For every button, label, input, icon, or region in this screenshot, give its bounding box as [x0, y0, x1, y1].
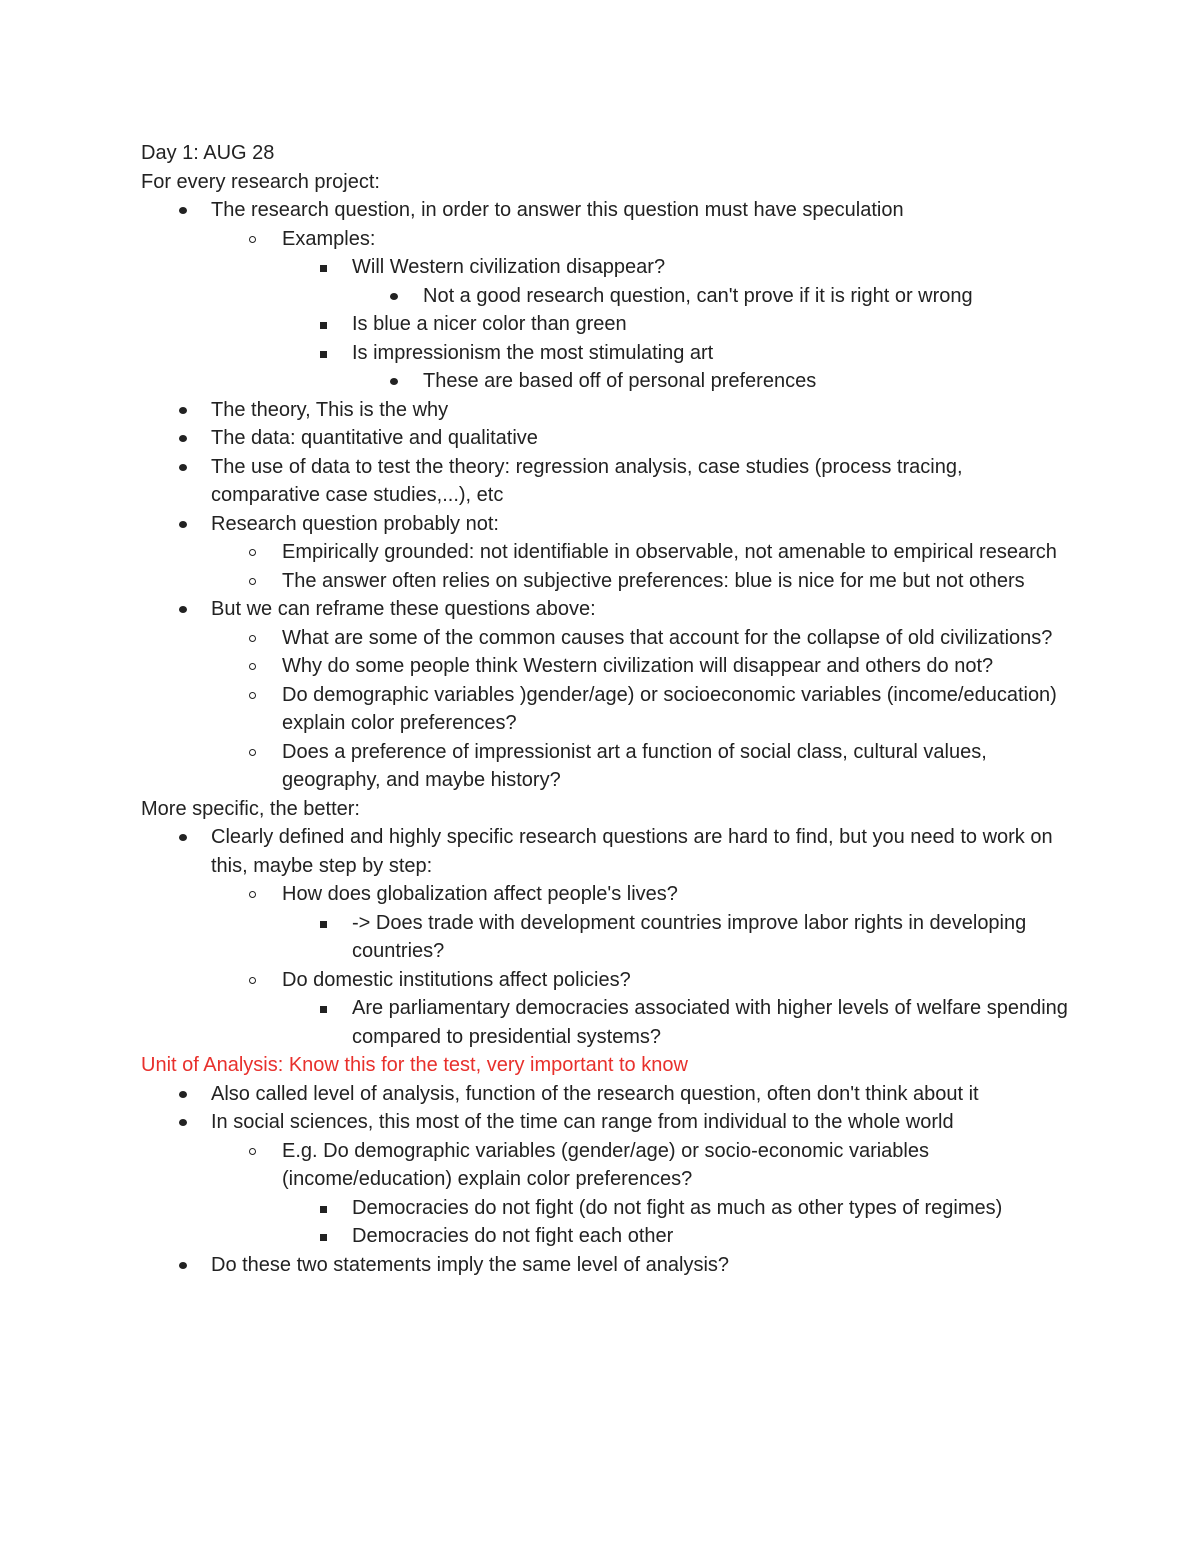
list-item: The theory, This is the why — [141, 396, 1071, 425]
unit-of-analysis-list — [141, 1080, 1071, 1280]
bullet-icon — [246, 652, 260, 681]
bullet-icon — [246, 538, 260, 567]
bullet-icon — [387, 367, 401, 396]
bullet-icon — [246, 624, 260, 653]
bullet-icon — [246, 681, 260, 710]
bullet-icon — [316, 310, 330, 339]
bullet-icon — [176, 1080, 190, 1109]
list-item: The data: quantitative and qualitative — [141, 424, 1071, 453]
bullet-icon — [316, 994, 330, 1023]
bullet-icon — [316, 253, 330, 282]
bullet-icon — [176, 595, 190, 624]
bullet-icon — [176, 424, 190, 453]
bullet-icon — [246, 225, 260, 254]
research-project-list — [141, 196, 1071, 795]
list-item: Are parliamentary democracies associated with higher levels of welfare spending compared to presidential systems? — [141, 994, 1071, 1051]
bullet-icon — [316, 339, 330, 368]
section-heading: For every research project: — [141, 170, 380, 193]
bullet-icon — [246, 966, 260, 995]
highlighted-heading: Unit of Analysis: Know this for the test, very important to know — [141, 1054, 688, 1076]
specificity-list — [141, 823, 1071, 1051]
bullet-icon — [176, 510, 190, 539]
list-item: -> Does trade with development countries improve labor rights in developing countries? — [141, 909, 1071, 966]
list-item: Do domestic institutions affect policies? — [141, 966, 1071, 995]
list-item: The use of data to test the theory: regression analysis, case studies (process tracing, comparative case studies,...), etc — [141, 453, 1071, 510]
bullet-icon — [176, 823, 190, 852]
list-item: Does a preference of impressionist art a function of social class, cultural values, geography, and maybe history? — [141, 738, 1071, 795]
list-item: But we can reframe these questions above: — [141, 595, 1071, 624]
bullet-icon — [387, 282, 401, 311]
list-item: Is blue a nicer color than green — [141, 310, 1071, 339]
bullet-icon — [246, 738, 260, 767]
bullet-icon — [176, 196, 190, 225]
list-item: In social sciences, this most of the time can range from individual to the whole world — [141, 1108, 1071, 1137]
list-item: Also called level of analysis, function of the research question, often don't think about it — [141, 1080, 1071, 1109]
bullet-icon — [176, 453, 190, 482]
list-item: E.g. Do demographic variables (gender/age) or socio-economic variables (income/education) explain color preferences? — [141, 1137, 1071, 1194]
list-item: Will Western civilization disappear? — [141, 253, 1071, 282]
list-item: Do these two statements imply the same level of analysis? — [141, 1251, 1071, 1280]
page-title: Day 1: AUG 28 — [141, 142, 275, 164]
bullet-icon — [316, 1222, 330, 1251]
bullet-icon — [246, 1137, 260, 1166]
list-item: Examples: — [141, 225, 1071, 254]
list-item: The research question, in order to answer this question must have speculation — [141, 196, 1071, 225]
notes-body — [141, 139, 1071, 1279]
list-item: These are based off of personal preferences — [141, 367, 1071, 396]
list-item: Clearly defined and highly specific research questions are hard to find, but you need to work on this, maybe step by step: — [141, 823, 1071, 880]
bullet-icon — [176, 1251, 190, 1280]
bullet-icon — [246, 567, 260, 596]
list-item: What are some of the common causes that account for the collapse of old civilizations? — [141, 624, 1071, 653]
list-item: Not a good research question, can't prove if it is right or wrong — [141, 282, 1071, 311]
list-item: Is impressionism the most stimulating art — [141, 339, 1071, 368]
list-item: Research question probably not: — [141, 510, 1071, 539]
bullet-icon — [246, 880, 260, 909]
bullet-icon — [316, 909, 330, 938]
list-item: Empirically grounded: not identifiable in observable, not amenable to empirical research — [141, 538, 1071, 567]
list-item: Democracies do not fight each other — [141, 1222, 1071, 1251]
list-item: Democracies do not fight (do not fight as much as other types of regimes) — [141, 1194, 1071, 1223]
list-item: Do demographic variables )gender/age) or socioeconomic variables (income/education) explain color preferences? — [141, 681, 1071, 738]
bullet-icon — [176, 1108, 190, 1137]
bullet-icon — [176, 396, 190, 425]
list-item: How does globalization affect people's lives? — [141, 880, 1071, 909]
list-item: The answer often relies on subjective preferences: blue is nice for me but not others — [141, 567, 1071, 596]
section-heading: More specific, the better: — [141, 797, 360, 820]
bullet-icon — [316, 1194, 330, 1223]
list-item: Why do some people think Western civilization will disappear and others do not? — [141, 652, 1071, 681]
